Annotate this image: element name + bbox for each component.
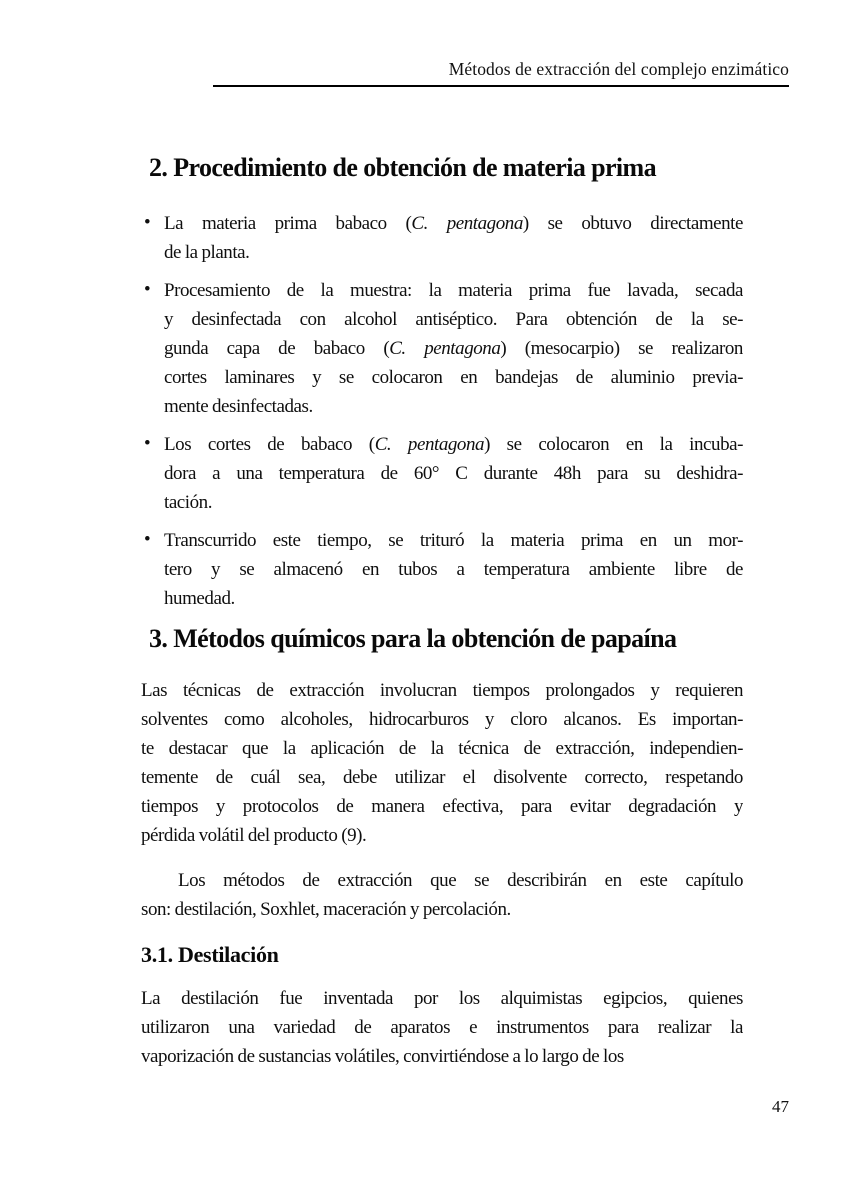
species-name: C. pentagona <box>374 434 485 455</box>
text-line <box>164 459 743 488</box>
paragraph <box>141 676 743 850</box>
text-line <box>164 488 743 517</box>
text-line <box>164 276 743 305</box>
text-segment: Las técnicas de extracción involucran tiempos prolongados y requieren <box>141 680 743 701</box>
text-segment: utilizaron una variedad de aparatos e instrumentos para realizar la <box>141 1017 743 1038</box>
section-heading: 3. Métodos químicos para la obtención de papaína <box>149 624 677 653</box>
text-line <box>141 821 743 850</box>
text-line <box>164 305 743 334</box>
text-line <box>164 430 743 459</box>
text-segment: vaporización de sustancias volátiles, convirtiéndose a lo largo de los <box>141 1046 624 1067</box>
text-segment: te destacar que la aplicación de la técnica de extracción, independien- <box>141 738 743 759</box>
text-line <box>141 792 743 821</box>
text-line <box>141 1013 743 1042</box>
text-segment: tero y se almacenó en tubos a temperatura ambiente libre de <box>164 559 743 580</box>
text-segment: ) (mesocarpio) se realizaron <box>500 338 743 359</box>
bullet-marker-icon: • <box>144 433 151 454</box>
text-segment: gunda capa de babaco ( <box>164 338 390 359</box>
page-body <box>141 151 743 1071</box>
bullet-item <box>141 276 743 421</box>
bullet-marker-icon: • <box>144 212 151 233</box>
text-line <box>141 763 743 792</box>
bullet-item <box>141 209 743 267</box>
text-segment: ) se obtuvo directamente <box>522 213 743 234</box>
bullet-item <box>141 526 743 613</box>
species-name: C. pentagona <box>411 213 523 234</box>
page-number: 47 <box>772 1097 789 1116</box>
text-segment: Transcurrido este tiempo, se trituró la materia prima en un mor- <box>164 530 743 551</box>
text-segment: pérdida volátil del producto (9). <box>141 825 367 846</box>
text-segment: La destilación fue inventada por los alquimistas egipcios, quienes <box>141 988 743 1009</box>
text-line <box>141 705 743 734</box>
text-segment: de la planta. <box>164 242 250 263</box>
subsection-heading: 3.1. Destilación <box>141 942 279 967</box>
text-segment: Procesamiento de la muestra: la materia prima fue lavada, secada <box>164 280 743 301</box>
running-title: Métodos de extracción del complejo enzimático <box>448 59 789 79</box>
text-line <box>164 209 743 238</box>
paragraph <box>141 984 743 1071</box>
text-line <box>164 555 743 584</box>
text-line <box>141 984 743 1013</box>
text-segment: cortes laminares y se colocaron en bandejas de aluminio previa- <box>164 367 743 388</box>
text-segment: La materia prima babaco ( <box>164 213 412 234</box>
species-name: C. pentagona <box>389 338 501 359</box>
text-segment: son: destilación, Soxhlet, maceración y percolación. <box>141 899 511 920</box>
text-segment: Los métodos de extracción que se describirán en este capítulo <box>178 870 743 891</box>
text-line <box>141 676 743 705</box>
text-line <box>164 584 743 613</box>
text-segment: mente desinfectadas. <box>164 396 313 417</box>
text-segment: Los cortes de babaco ( <box>164 434 375 455</box>
section-heading: 2. Procedimiento de obtención de materia prima <box>149 153 657 182</box>
text-segment: temente de cuál sea, debe utilizar el disolvente correcto, respetando <box>141 767 743 788</box>
header-rule <box>213 85 789 87</box>
text-line <box>141 734 743 763</box>
text-line <box>141 1042 743 1071</box>
bullet-marker-icon: • <box>144 529 151 550</box>
text-segment: dora a una temperatura de 60° C durante 48h para su deshidra- <box>164 463 743 484</box>
text-segment: tiempos y protocolos de manera efectiva, para evitar degradación y <box>141 796 743 817</box>
paragraph <box>141 866 743 924</box>
bullet-item <box>141 430 743 517</box>
text-segment: humedad. <box>164 588 235 609</box>
text-segment: y desinfectada con alcohol antiséptico. Para obtención de la se- <box>164 309 743 330</box>
text-line <box>141 895 743 924</box>
text-line <box>164 526 743 555</box>
text-line <box>164 392 743 421</box>
text-line <box>141 866 743 895</box>
page-header <box>213 58 789 87</box>
text-line <box>164 363 743 392</box>
bullet-marker-icon: • <box>144 279 151 300</box>
text-segment: ) se colocaron en la incuba- <box>484 434 743 455</box>
text-line <box>164 334 743 363</box>
text-segment: solventes como alcoholes, hidrocarburos y cloro alcanos. Es importan- <box>141 709 743 730</box>
text-line <box>164 238 743 267</box>
text-segment: tación. <box>164 492 213 513</box>
